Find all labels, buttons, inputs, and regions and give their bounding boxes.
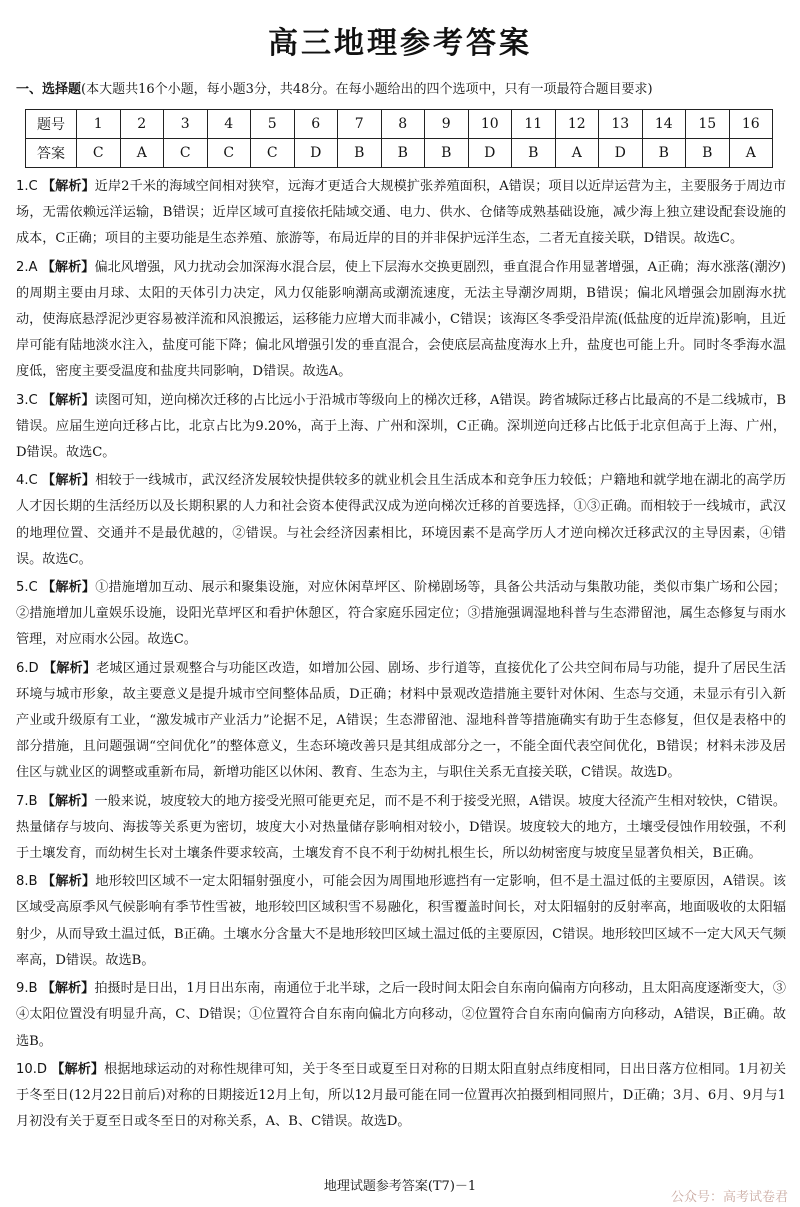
- question-number-cell: 8: [381, 110, 425, 139]
- question-number-cell: 14: [642, 110, 686, 139]
- answer-cell: B: [512, 139, 556, 168]
- question-number-cell: 12: [555, 110, 599, 139]
- question-number-cell: 1: [77, 110, 121, 139]
- watermark: 公众号：高考试卷君: [670, 1190, 788, 1205]
- question-number-cell: 6: [294, 110, 338, 139]
- answer-cell: C: [207, 139, 251, 168]
- question-number-cell: 11: [512, 110, 556, 139]
- row-label-numbers: 题号: [26, 110, 77, 139]
- item-analysis-tag: 【解析】: [42, 580, 96, 596]
- item-analysis-tag: 【解析】: [41, 179, 95, 194]
- question-number-cell: 10: [468, 110, 512, 139]
- explanation-list: [16, 174, 786, 1137]
- question-number-cell: 5: [251, 110, 295, 139]
- explanation-item: [16, 468, 786, 573]
- answer-cell: B: [381, 139, 425, 168]
- answer-cell: A: [729, 139, 773, 168]
- explanation-item: [16, 388, 786, 467]
- section-heading: 一、选择题: [16, 82, 82, 97]
- item-analysis-tag: 【解析】: [41, 392, 95, 408]
- question-number-cell: 15: [686, 110, 730, 139]
- item-analysis-tag: 【解析】: [41, 793, 95, 809]
- explanation-item: [16, 656, 786, 787]
- answer-cell: D: [599, 139, 643, 168]
- item-answer-key: 8.B: [16, 874, 38, 890]
- item-answer-key: 2.A: [16, 259, 38, 275]
- item-analysis-text: 偏北风增强，风力扰动会加深海水混合层，使上下层海水交换更剧烈，垂直混合作用显著增强，A正确；海水涨落(潮汐)的周期主要由月球、太阳的天体引力决定，风力仅能影响潮高或潮流速度，无法主导潮汐周期，B错误；偏北风增强会加剧海水扰动，使海底悬浮泥沙更容易被洋流和风浪搬运，运移能力应增大而非减小，C错误；该海区冬季受沿岸流(低盐度的近岸流)影响，且近岸可能有陆地淡水注入，盐度可能下降；偏北风增强引发的垂直混合，会使底层高盐度海水上升，盐度也可能上升。同时冬季海水温度低，密度主要受温度和盐度共同影响，D错误。故选A。: [16, 259, 786, 380]
- answer-cell: A: [555, 139, 599, 168]
- answer-cell: C: [164, 139, 208, 168]
- question-number-cell: 9: [425, 110, 469, 139]
- item-answer-key: 7.B: [16, 793, 38, 809]
- item-analysis-text: 一般来说，坡度较大的地方接受光照可能更充足，而不是不利于接受光照，A错误。坡度大径流产生相对较快，C错误。热量储存与坡向、海拔等关系更为密切，坡度大小对热量储存影响相对较小，D错误。坡度较大的地方，土壤受侵蚀作用较强，不利于土壤发育，而幼树生长对土壤条件要求较高，土壤发育不良不利于幼树扎根生长，所以幼树密度与坡度呈显著负相关，B正确。: [16, 793, 786, 862]
- item-analysis-tag: 【解析】: [41, 874, 96, 890]
- explanation-item: [16, 174, 786, 253]
- section-instruction: (本大题共16个小题，每小题3分，共48分。在每小题给出的四个选项中，只有一项最符合题目要求): [81, 82, 653, 97]
- explanation-item: [16, 1057, 786, 1136]
- section-header: [16, 80, 786, 100]
- item-analysis-text: 近岸2千米的海域空间相对狭窄，远海才更适合大规模扩张养殖面积，A错误；项目以近岸运营为主，主要服务于周边市场，无需依赖远洋运输，B错误；近岸区域可直接依托陆域交通、电力、供水、仓储等成熟基础设施，减少海上独立建设配套设施的成本，C正确；项目的主要功能是生态养殖、旅游等，布局近岸的目的并非保护远洋生态，二者无直接关联，D错误。故选C。: [16, 179, 786, 247]
- item-analysis-text: 地形较凹区域不一定太阳辐射强度小，可能会因为周围地形遮挡有一定影响，但不是土温过低的主要原因，A错误。该区域受高原季风气候影响有季节性雪被，地形较凹区域积雪不易融化，积雪覆盖时间长，对太阳辐射的反射率高，地面吸收的太阳辐射少，从而导致土温过低，B正确。土壤水分含量大不是地形较凹区域土温过低的主要原因，C错误。地形较凹区域不一定大风天气频率高，D错误。故选B。: [16, 874, 786, 968]
- question-number-cell: 4: [207, 110, 251, 139]
- item-analysis-tag: 【解析】: [42, 660, 97, 676]
- item-analysis-tag: 【解析】: [41, 981, 95, 997]
- item-analysis-tag: 【解析】: [42, 473, 96, 489]
- answer-cell: C: [251, 139, 295, 168]
- item-answer-key: 4.C: [16, 473, 38, 489]
- row-label-answers: 答案: [26, 139, 77, 168]
- question-number-cell: 7: [338, 110, 382, 139]
- answer-cell: B: [642, 139, 686, 168]
- item-answer-key: 3.C: [16, 392, 38, 408]
- answer-cell: D: [468, 139, 512, 168]
- item-analysis-text: 拍摄时是日出，1月日出东南，南通位于北半球，之后一段时间太阳会自东南向偏南方向移动，且太阳高度逐渐变大，③④太阳位置没有明显升高，C、D错误；①位置符合自东南向偏北方向移动，②位置符合自东南向偏南方向移动，A错误，B正确。故选B。: [16, 981, 787, 1049]
- explanation-item: [16, 789, 786, 868]
- question-number-cell: 16: [729, 110, 773, 139]
- item-analysis-text: 老城区通过景观整合与功能区改造，如增加公园、剧场、步行道等，直接优化了公共空间布局与功能，提升了居民生活环境与城市形象，故主要意义是提升城市空间整体品质，D正确；材料中景观改造措施主要针对休闲、生态与交通，未显示有引入新产业或升级原有工业，“激发城市产业活力”论据不足，A错误；生态滞留池、湿地科普等措施确实有助于生态修复，但仅是表格中的部分措施，且问题强调“空间优化”的整体意义，生态环境改善只是其组成部分之一，不能全面代表空间优化，B错误；材料未涉及居住区与就业区的调整或重新布局，新增功能区以休闲、教育、生态为主，与职住关系无直接关联，C错误。故选D。: [16, 660, 786, 781]
- item-analysis-tag: 【解析】: [51, 1061, 105, 1077]
- question-number-cell: 2: [120, 110, 164, 139]
- answer-cell: B: [686, 139, 730, 168]
- question-number-cell: 13: [599, 110, 643, 139]
- explanation-item: [16, 869, 786, 974]
- question-number-cell: 3: [164, 110, 208, 139]
- item-answer-key: 1.C: [16, 179, 38, 194]
- item-answer-key: 6.D: [16, 660, 39, 676]
- page-footer: 地理试题参考答案(T7)－1: [323, 1179, 477, 1194]
- answer-table: [25, 109, 773, 168]
- item-answer-key: 5.C: [16, 580, 38, 596]
- page-title: 高三地理参考答案: [268, 26, 532, 61]
- item-analysis-tag: 【解析】: [41, 259, 95, 275]
- item-answer-key: 10.D: [16, 1061, 48, 1077]
- answer-cell: C: [77, 139, 121, 168]
- item-analysis-text: 读图可知，逆向梯次迁移的占比远小于沿城市等级向上的梯次迁移，A错误。跨省城际迁移占比最高的不是二线城市，B错误。应届生逆向迁移占比，北京占比为9.20%，高于上海、广州和深圳，C正确。深圳逆向迁移占比低于北京但高于上海、广州，D错误。故选C。: [16, 392, 786, 461]
- item-analysis-text: 相较于一线城市，武汉经济发展较快提供较多的就业机会且生活成本和竞争压力较低；户籍地和就学地在湖北的高学历人才因长期的生活经历以及长期积累的人力和社会资本使得武汉成为逆向梯次迁移的首要选择，①③正确。而相较于一线城市，武汉的地理位置、交通并不是最优越的，②错误。与社会经济因素相比，环境因素不是高学历人才逆向梯次迁移武汉的主导因素，④错误。故选C。: [16, 473, 786, 567]
- item-analysis-text: ①措施增加互动、展示和聚集设施，对应休闲草坪区、阶梯剧场等，具备公共活动与集散功能，类似市集广场和公园；②措施增加儿童娱乐设施，设阳光草坪区和看护休憩区，符合家庭乐园定位；③措施强调湿地科普与生态滞留池，属生态修复与雨水管理，对应雨水公园。故选C。: [16, 580, 786, 648]
- answer-table-answer-row: [26, 139, 773, 168]
- explanation-item: [16, 575, 786, 654]
- item-analysis-text: 根据地球运动的对称性规律可知，关于冬至日或夏至日对称的日期太阳直射点纬度相同，日出日落方位相同。1月初关于冬至日(12月22日前后)对称的日期接近12月上旬，所以12月最可能在同一位置再次拍摄到相同照片，D正确；3月、6月、9月与1月初没有关于夏至日或冬至日的对称关系，A、B、C错误。故选D。: [16, 1061, 786, 1130]
- explanation-item: [16, 255, 786, 386]
- explanation-item: [16, 976, 786, 1055]
- answer-table-number-row: [26, 110, 773, 139]
- answer-cell: D: [294, 139, 338, 168]
- item-answer-key: 9.B: [16, 981, 38, 997]
- answer-cell: B: [338, 139, 382, 168]
- answer-cell: A: [120, 139, 164, 168]
- answer-cell: B: [425, 139, 469, 168]
